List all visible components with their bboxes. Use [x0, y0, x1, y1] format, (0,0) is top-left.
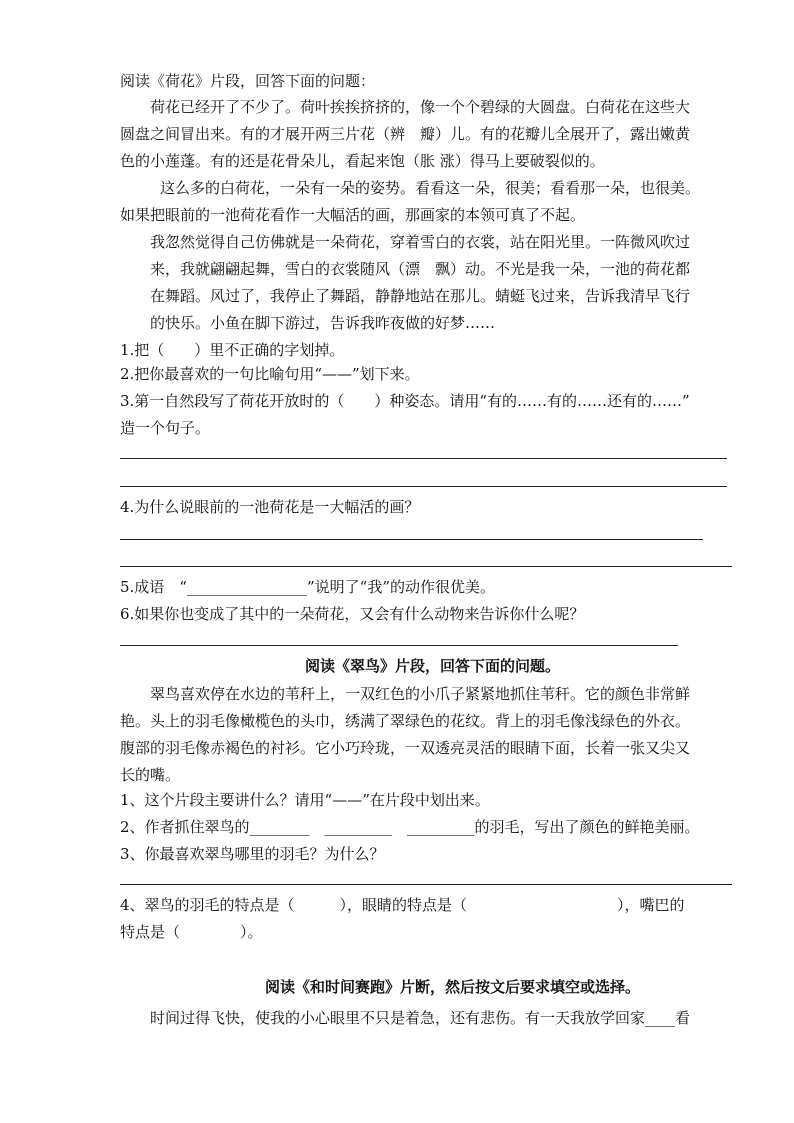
question-2: 2.把你最喜欢的一句比喻句用“——”划下来。	[120, 365, 420, 383]
answer-line[interactable]	[120, 486, 727, 487]
question-3: 3、你最喜欢翠鸟哪里的羽毛？为什么？	[120, 845, 385, 863]
passage-line: 我忽然觉得自己仿佛就是一朵荷花，穿着雪白的衣裳，站在阳光里。一阵微风吹过	[150, 233, 691, 251]
question-1: 1、这个片段主要讲什么？请用“——”在片段中划出来。	[120, 791, 490, 809]
answer-line[interactable]	[120, 539, 703, 540]
passage-line: 的快乐。小鱼在脚下游过，告诉我昨夜做的好梦……	[150, 314, 496, 332]
answer-line[interactable]	[120, 458, 727, 459]
passage-line: 在舞蹈。风过了，我停止了舞蹈，静静地站在那儿。蜻蜓飞过来，告诉我清早飞行	[150, 287, 691, 305]
passage-line: 艳。头上的羽毛像橄榄色的头巾，绣满了翠绿色的花纹。背上的羽毛像浅绿色的外衣。	[120, 712, 691, 730]
passage-line: 这么多的白荷花，一朵有一朵的姿势。看看这一朵，很美；看看那一朵，也很美。	[160, 179, 701, 197]
passage-line: 时间过得飞快，使我的小心眼里不只是着急，还有悲伤。有一天我放学回家____看	[150, 1009, 691, 1027]
passage-line: 腹部的羽毛像赤褐色的衬衫。它小巧玲珑，一双透亮灵活的眼睛下面，长着一张又尖又	[120, 739, 691, 757]
passage-line: 来，我就翩翩起舞，雪白的衣裳随风（漂 飘）动。不光是我一朵，一池的荷花都	[150, 260, 691, 278]
question-1: 1.把（ ）里不正确的字划掉。	[120, 341, 345, 359]
answer-line[interactable]	[120, 566, 732, 567]
passage-line: 如果把眼前的一池荷花看作一大幅活的画，那画家的本领可真了不起。	[120, 206, 586, 224]
section-title: 阅读《荷花》片段，回答下面的问题：	[120, 72, 376, 90]
section-title: 阅读《和时间赛跑》片断，然后按文后要求填空或选择。	[265, 978, 641, 996]
passage-line: 长的嘴。	[120, 766, 181, 784]
answer-line[interactable]	[120, 645, 678, 646]
section-title: 阅读《翠鸟》片段，回答下面的问题。	[305, 657, 561, 675]
answer-line[interactable]	[120, 884, 732, 885]
question-5: 5.成语 “________________”说明了“我”的动作很优美。	[120, 578, 495, 596]
question-4: 4.为什么说眼前的一池荷花是一大幅活的画？	[120, 498, 420, 516]
question-2: 2、作者抓住翠鸟的________ _________ _________的羽毛，写出了颜色的鲜艳美丽。	[120, 818, 700, 836]
question-3-cont: 造一个句子。	[120, 419, 211, 437]
passage-line: 荷花已经开了不少了。荷叶挨挨挤挤的，像一个个碧绿的大圆盘。白荷花在这些大	[150, 98, 691, 116]
question-4-cont: 特点是（ ）。	[120, 923, 263, 941]
passage-line: 圆盘之间冒出来。有的才展开两三片花（辨 瓣）儿。有的花瓣儿全展开了，露出嫩黄	[120, 125, 691, 143]
passage-line: 翠鸟喜欢停在水边的苇秆上，一双红色的小爪子紧紧地抓住苇秆。它的颜色非常鲜	[150, 685, 691, 703]
passage-line: 色的小莲蓬。有的还是花骨朵儿，看起来饱（胀 涨）得马上要破裂似的。	[120, 152, 605, 170]
question-4: 4、翠鸟的羽毛的特点是（ ），眼睛的特点是（ ），嘴巴的	[120, 896, 685, 914]
question-3: 3.第一自然段写了荷花开放时的（ ）种姿态。请用“有的……有的……还有的……”	[120, 392, 690, 410]
question-6: 6.如果你也变成了其中的一朵荷花，又会有什么动物来告诉你什么呢？	[120, 605, 585, 623]
